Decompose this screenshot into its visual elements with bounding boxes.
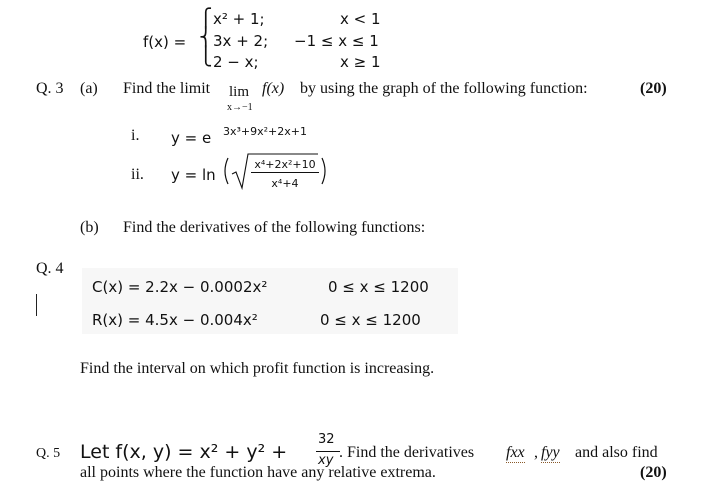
piecewise-lhs: f(x) = (143, 33, 187, 51)
piecewise-row-1-expr: x² + 1; (213, 10, 265, 28)
piecewise-row-1-cond: x < 1 (340, 10, 381, 28)
q5-comma: , (534, 444, 538, 461)
q4-prompt: Find the interval on which profit function is increasing. (80, 360, 435, 377)
q5-frac-numerator: 32 (318, 432, 335, 447)
q5-frac-bar (316, 451, 340, 452)
q4-cost-range: 0 ≤ x ≤ 1200 (328, 278, 429, 296)
q3-part-b: (b) (80, 219, 99, 236)
q3-fx: f(x) (262, 80, 285, 97)
piecewise-row-2-expr: 3x + 2; (213, 32, 269, 50)
q3-part-b-text: Find the derivatives of the following functions: (123, 219, 426, 236)
q3-lead: Find the limit (123, 80, 211, 97)
q5-frac-denominator: xy (318, 453, 334, 468)
q5-fyy: fyy (541, 444, 560, 461)
q3-item-i-lhs: y = e (171, 129, 212, 147)
q4-revenue-expr: R(x) = 4.5x − 0.004x² (92, 311, 258, 329)
q3-item-i-exponent: 3x³+9x²+2x+1 (223, 125, 307, 138)
q3-part-a: (a) (80, 80, 98, 97)
q4-cost-expr: C(x) = 2.2x − 0.0002x² (92, 278, 268, 296)
piecewise-brace: ⎧ ⎨ ⎩ (199, 8, 213, 67)
q5-line-2: all points where the function have any relative extrema. (80, 464, 436, 481)
q5-text-1: . Find the derivatives (339, 444, 475, 461)
q4-revenue-range: 0 ≤ x ≤ 1200 (320, 311, 421, 329)
q3-number: Q. 3 (36, 80, 64, 97)
q3-item-ii-lhs: y = ln (171, 166, 216, 184)
q3-item-i-label: i. (131, 127, 140, 144)
q3-item-ii-numerator: x⁴+2x²+10 (251, 158, 319, 173)
q3-marks: (20) (640, 80, 667, 97)
q5-text-2: and also find (575, 444, 658, 461)
piecewise-row-2-cond: −1 ≤ x ≤ 1 (294, 32, 379, 50)
q5-marks: (20) (640, 464, 667, 481)
q5-fxx: fxx (506, 444, 525, 461)
q3-lim-subscript: x→−1 (227, 102, 253, 113)
q3-lim: lim (229, 84, 250, 100)
q5-let-expr: Let f(x, y) = x² + y² + (80, 441, 288, 463)
q3-item-ii-denominator: x⁴+4 (271, 177, 299, 190)
q4-number: Q. 4 (36, 260, 64, 277)
q5-number: Q. 5 (36, 446, 61, 461)
q3-item-ii-label: ii. (131, 166, 144, 183)
q3-lead-rest: by using the graph of the following function: (300, 80, 588, 97)
piecewise-row-3-expr: 2 − x; (213, 53, 259, 71)
piecewise-row-3-cond: x ≥ 1 (340, 53, 381, 71)
text-cursor (36, 294, 37, 316)
